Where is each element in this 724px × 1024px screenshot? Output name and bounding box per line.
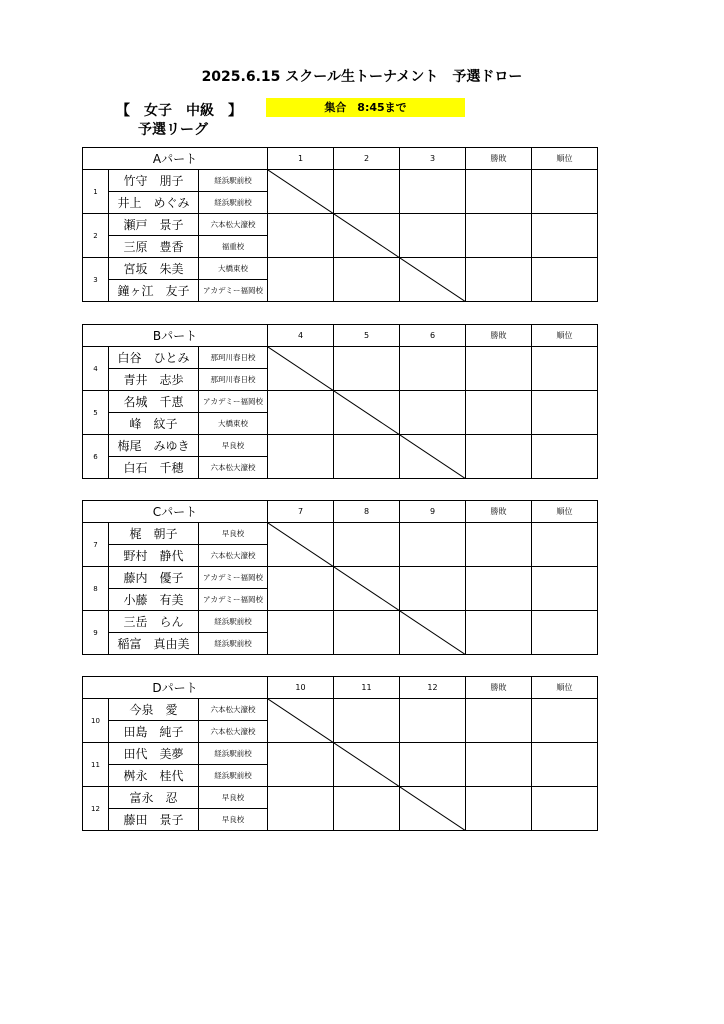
- column-number: 7: [268, 501, 334, 523]
- record-cell: [466, 347, 532, 391]
- record-column-header: 勝敗: [466, 148, 532, 170]
- player-name: 鐘ヶ江 友子: [109, 280, 199, 302]
- self-match-cell: [334, 214, 400, 258]
- player-name: 稲富 真由美: [109, 633, 199, 655]
- school-name: 那珂川春日校: [199, 347, 268, 369]
- match-result-cell: [400, 699, 466, 743]
- table-header-row: [83, 501, 598, 523]
- rank-column-header: 順位: [532, 677, 598, 699]
- record-column-header: 勝敗: [466, 501, 532, 523]
- match-result-cell: [334, 699, 400, 743]
- self-match-cell: [400, 258, 466, 302]
- player-name: 青井 志歩: [109, 369, 199, 391]
- table-row: [83, 170, 598, 192]
- match-result-cell: [268, 787, 334, 831]
- pair-number: 7: [83, 523, 109, 567]
- player-name: 小藤 有美: [109, 589, 199, 611]
- record-cell: [466, 743, 532, 787]
- match-result-cell: [334, 258, 400, 302]
- record-cell: [466, 523, 532, 567]
- table-row: [83, 258, 598, 280]
- player-name: 三岳 らん: [109, 611, 199, 633]
- rank-cell: [532, 347, 598, 391]
- diagonal-line: [400, 787, 466, 831]
- school-name: 経浜駅前校: [199, 192, 268, 214]
- table-row: [83, 214, 598, 236]
- league-table-part-4: [82, 676, 598, 831]
- diagonal-line: [268, 699, 334, 743]
- school-name: 六本松大濠校: [199, 214, 268, 236]
- rank-cell: [532, 170, 598, 214]
- self-match-cell: [268, 523, 334, 567]
- player-name: 桝永 桂代: [109, 765, 199, 787]
- column-number: 4: [268, 325, 334, 347]
- column-number: 8: [334, 501, 400, 523]
- league-table-part-1: [82, 147, 598, 302]
- match-result-cell: [334, 170, 400, 214]
- player-name: 井上 めぐみ: [109, 192, 199, 214]
- record-column-header: 勝敗: [466, 325, 532, 347]
- self-match-cell: [334, 743, 400, 787]
- match-result-cell: [400, 743, 466, 787]
- part-name: Aパート: [83, 148, 268, 170]
- diagonal-line: [400, 611, 466, 655]
- record-cell: [466, 611, 532, 655]
- record-cell: [466, 258, 532, 302]
- school-name: 那珂川春日校: [199, 369, 268, 391]
- column-number: 2: [334, 148, 400, 170]
- player-name: 田島 純子: [109, 721, 199, 743]
- pair-number: 9: [83, 611, 109, 655]
- school-name: アカデミー福岡校: [199, 280, 268, 302]
- column-number: 12: [400, 677, 466, 699]
- table-row: [83, 523, 598, 545]
- column-number: 10: [268, 677, 334, 699]
- page-title: 2025.6.15 スクール生トーナメント 予選ドロー: [201, 69, 523, 85]
- rank-cell: [532, 743, 598, 787]
- self-match-cell: [400, 787, 466, 831]
- player-name: 竹守 朋子: [109, 170, 199, 192]
- league-table-part-2: [82, 324, 598, 479]
- school-name: 早良校: [199, 523, 268, 545]
- diagonal-line: [400, 435, 466, 479]
- match-result-cell: [400, 523, 466, 567]
- record-cell: [466, 435, 532, 479]
- school-name: 早良校: [199, 787, 268, 809]
- player-name: 名城 千恵: [109, 391, 199, 413]
- rank-cell: [532, 391, 598, 435]
- self-match-cell: [400, 611, 466, 655]
- column-number: 11: [334, 677, 400, 699]
- school-name: 早良校: [199, 435, 268, 457]
- record-cell: [466, 391, 532, 435]
- pair-number: 10: [83, 699, 109, 743]
- match-result-cell: [268, 258, 334, 302]
- rank-cell: [532, 611, 598, 655]
- column-number: 3: [400, 148, 466, 170]
- table-header-row: [83, 148, 598, 170]
- match-result-cell: [334, 523, 400, 567]
- table-header-row: [83, 325, 598, 347]
- table-header-row: [83, 677, 598, 699]
- pair-number: 4: [83, 347, 109, 391]
- player-name: 野村 静代: [109, 545, 199, 567]
- rank-cell: [532, 699, 598, 743]
- match-result-cell: [400, 347, 466, 391]
- part-name: Bパート: [83, 325, 268, 347]
- player-name: 藤田 景子: [109, 809, 199, 831]
- school-name: 六本松大濠校: [199, 699, 268, 721]
- rank-cell: [532, 523, 598, 567]
- part-name: Cパート: [83, 501, 268, 523]
- column-number: 5: [334, 325, 400, 347]
- rank-cell: [532, 435, 598, 479]
- school-name: アカデミー福岡校: [199, 567, 268, 589]
- category-label: 【 女子 中級 】: [116, 103, 242, 119]
- record-cell: [466, 214, 532, 258]
- school-name: 大橋東校: [199, 258, 268, 280]
- school-name: アカデミー福岡校: [199, 391, 268, 413]
- match-result-cell: [268, 743, 334, 787]
- school-name: 福重校: [199, 236, 268, 258]
- record-cell: [466, 699, 532, 743]
- match-result-cell: [334, 611, 400, 655]
- record-cell: [466, 170, 532, 214]
- school-name: 大橋東校: [199, 413, 268, 435]
- school-name: 経浜駅前校: [199, 170, 268, 192]
- school-name: 経浜駅前校: [199, 633, 268, 655]
- pair-number: 6: [83, 435, 109, 479]
- pair-number: 12: [83, 787, 109, 831]
- table-row: [83, 435, 598, 457]
- match-result-cell: [400, 391, 466, 435]
- player-name: 藤内 優子: [109, 567, 199, 589]
- school-name: 経浜駅前校: [199, 765, 268, 787]
- match-result-cell: [268, 435, 334, 479]
- table-row: [83, 347, 598, 369]
- player-name: 梶 朝子: [109, 523, 199, 545]
- table-row: [83, 391, 598, 413]
- school-name: 六本松大濠校: [199, 545, 268, 567]
- self-match-cell: [268, 347, 334, 391]
- diagonal-line: [334, 743, 400, 787]
- pair-number: 2: [83, 214, 109, 258]
- player-name: 白石 千穂: [109, 457, 199, 479]
- self-match-cell: [334, 391, 400, 435]
- diagonal-line: [334, 567, 400, 611]
- player-name: 峰 紋子: [109, 413, 199, 435]
- rank-column-header: 順位: [532, 148, 598, 170]
- school-name: アカデミー福岡校: [199, 589, 268, 611]
- match-result-cell: [400, 170, 466, 214]
- rank-cell: [532, 258, 598, 302]
- rank-column-header: 順位: [532, 325, 598, 347]
- diagonal-line: [268, 170, 334, 214]
- table-row: [83, 787, 598, 809]
- diagonal-line: [334, 214, 400, 258]
- column-number: 9: [400, 501, 466, 523]
- pair-number: 3: [83, 258, 109, 302]
- school-name: 早良校: [199, 809, 268, 831]
- match-result-cell: [268, 214, 334, 258]
- school-name: 六本松大濠校: [199, 457, 268, 479]
- player-name: 田代 美夢: [109, 743, 199, 765]
- match-result-cell: [400, 214, 466, 258]
- diagonal-line: [268, 347, 334, 391]
- school-name: 六本松大濠校: [199, 721, 268, 743]
- column-number: 6: [400, 325, 466, 347]
- table-row: [83, 699, 598, 721]
- rank-cell: [532, 214, 598, 258]
- match-result-cell: [268, 391, 334, 435]
- pair-number: 1: [83, 170, 109, 214]
- pair-number: 11: [83, 743, 109, 787]
- rank-cell: [532, 567, 598, 611]
- table-row: [83, 567, 598, 589]
- match-result-cell: [334, 787, 400, 831]
- player-name: 梅尾 みゆき: [109, 435, 199, 457]
- self-match-cell: [268, 699, 334, 743]
- record-cell: [466, 567, 532, 611]
- player-name: 白谷 ひとみ: [109, 347, 199, 369]
- table-row: [83, 611, 598, 633]
- match-result-cell: [268, 567, 334, 611]
- match-result-cell: [334, 347, 400, 391]
- diagonal-line: [268, 523, 334, 567]
- round-subtitle: 予選リーグ: [138, 122, 208, 138]
- school-name: 経浜駅前校: [199, 611, 268, 633]
- diagonal-line: [334, 391, 400, 435]
- part-name: Dパート: [83, 677, 268, 699]
- self-match-cell: [334, 567, 400, 611]
- self-match-cell: [268, 170, 334, 214]
- player-name: 宮坂 朱美: [109, 258, 199, 280]
- player-name: 富永 忍: [109, 787, 199, 809]
- rank-column-header: 順位: [532, 501, 598, 523]
- player-name: 三原 豊香: [109, 236, 199, 258]
- record-column-header: 勝敗: [466, 677, 532, 699]
- league-table-part-3: [82, 500, 598, 655]
- pair-number: 8: [83, 567, 109, 611]
- self-match-cell: [400, 435, 466, 479]
- table-row: [83, 743, 598, 765]
- diagonal-line: [400, 258, 466, 302]
- player-name: 今泉 愛: [109, 699, 199, 721]
- match-result-cell: [400, 567, 466, 611]
- player-name: 瀬戸 景子: [109, 214, 199, 236]
- meet-time-badge: 集合 8:45まで: [266, 98, 465, 117]
- match-result-cell: [268, 611, 334, 655]
- column-number: 1: [268, 148, 334, 170]
- school-name: 経浜駅前校: [199, 743, 268, 765]
- rank-cell: [532, 787, 598, 831]
- record-cell: [466, 787, 532, 831]
- pair-number: 5: [83, 391, 109, 435]
- match-result-cell: [334, 435, 400, 479]
